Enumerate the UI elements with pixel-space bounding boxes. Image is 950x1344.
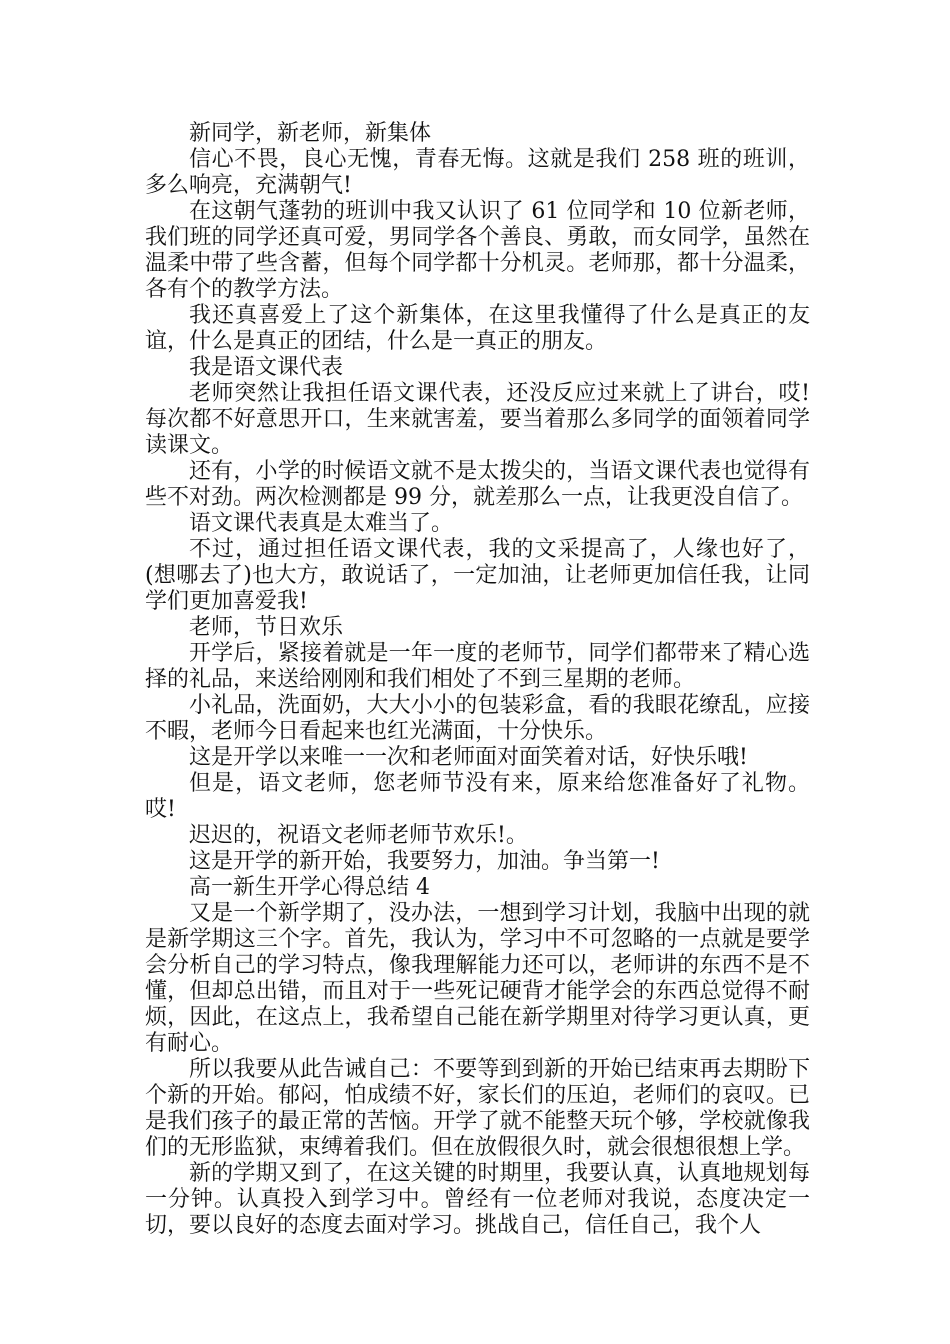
paragraph: 高一新生开学心得总结 4	[189, 875, 430, 900]
paragraph: 新同学，新老师，新集体	[189, 121, 432, 146]
paragraph: 新的学期又到了，在这关键的时期里，我要认真，认真地规划每一分钟。认真投入到学习中。曾经有一位老师对我说，态度决定一切，要以良好的态度去面对学习。挑战自己，信任自己，我个人	[145, 1161, 810, 1238]
paragraph: 所以我要从此告诫自己：不要等到到新的开始已结束再去期盼下个新的开始。郁闷，怕成绩不好，家长们的压迫，老师们的哀叹。已是我们孩子的最正常的苦恼。开学了就不能整天玩个够，学校就像我们的无形监狱，束缚着我们。但在放假很久时，就会很想很想上学。	[145, 1057, 810, 1160]
paragraph: 在这朝气蓬勃的班训中我又认识了 61 位同学和 10 位新老师，我们班的同学还真可爱，男同学各个善良、勇敢，而女同学，虽然在温柔中带了些含蓄，但每个同学都十分机灵。老师那，都十分温柔，各有个的教学方法。	[145, 199, 810, 302]
paragraph: 我是语文课代表	[189, 355, 344, 380]
paragraph: 这是开学的新开始，我要努力，加油。争当第一!	[189, 849, 660, 874]
paragraph: 迟迟的，祝语文老师老师节欢乐!。	[189, 823, 528, 848]
paragraph: 信心不畏，良心无愧，青春无悔。这就是我们 258 班的班训，多么响亮，充满朝气!	[145, 147, 810, 198]
paragraph: 小礼品，洗面奶，大大小小的包装彩盒，看的我眼花缭乱，应接不暇，老师今日看起来也红光满面，十分快乐。	[145, 693, 810, 744]
paragraph: 语文课代表真是太难当了。	[189, 511, 454, 536]
paragraph: 但是，语文老师，您老师节没有来，原来给您准备好了礼物。哎!	[145, 771, 810, 822]
paragraph: 这是开学以来唯一一次和老师面对面笑着对话，好快乐哦!	[189, 745, 748, 770]
paragraph: 还有，小学的时候语文就不是太拨尖的，当语文课代表也觉得有些不对劲。两次检测都是 99 分，就差那么一点，让我更没自信了。	[145, 459, 810, 510]
paragraph: 不过，通过担任语文课代表，我的文采提高了，人缘也好了，(想哪去了)也大方，敢说话了，一定加油，让老师更加信任我，让同学们更加喜爱我!	[145, 537, 810, 614]
paragraph: 老师，节日欢乐	[189, 615, 344, 640]
paragraph: 我还真喜爱上了这个新集体，在这里我懂得了什么是真正的友谊，什么是真正的团结，什么是一真正的朋友。	[145, 303, 810, 354]
paragraph: 开学后，紧接着就是一年一度的老师节，同学们都带来了精心选择的礼品，来送给刚刚和我们相处了不到三星期的老师。	[145, 641, 810, 692]
paragraph: 老师突然让我担任语文课代表，还没反应过来就上了讲台，哎!每次都不好意思开口，生来就害羞，要当着那么多同学的面领着同学读课文。	[145, 381, 810, 458]
document-body	[145, 121, 810, 1239]
paragraph: 又是一个新学期了，没办法，一想到学习计划，我脑中出现的就是新学期这三个字。首先，我认为，学习中不可忽略的一点就是要学会分析自己的学习特点，像我理解能力还可以，老师讲的东西不是不懂，但却总出错，而且对于一些死记硬背才能学会的东西总觉得不耐烦，因此，在这点上，我希望自己能在新学期里对待学习更认真，更有耐心。	[145, 901, 810, 1056]
